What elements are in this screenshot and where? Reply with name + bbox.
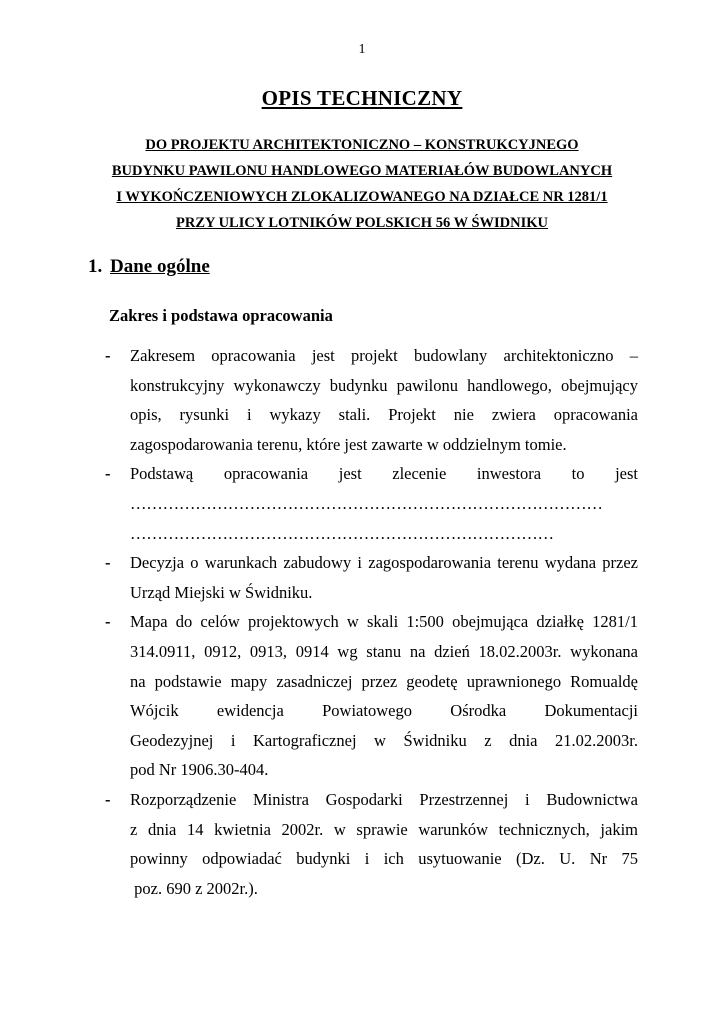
section-number: 1. [88,256,103,277]
text-line: 314.0911, 0912, 0913, 0914 wg stanu na dzień 18.02.2003r. wykonana [130,641,638,661]
section-heading [88,256,210,278]
document-subtitle [90,132,634,236]
subsection-heading: Zakres i podstawa opracowania [109,306,333,325]
text-line: Wójcik ewidencja Powiatowego Ośrodka Dokumentacji [130,701,638,721]
bullet-dash: - [105,346,111,365]
document-title: OPIS TECHNICZNY [261,86,463,110]
subtitle-line: DO PROJEKTU ARCHITEKTONICZNO – KONSTRUKCYJNEGO [145,137,579,153]
page-number: 1 [358,42,366,57]
text-line: Mapa do celów projektowych w skali 1:500 obejmująca działkę 1281/1 [130,612,638,632]
text-line: powinny odpowiadać budynki i ich usytuowanie (Dz. U. Nr 75 [130,849,638,869]
text-line: Geodezyjnej i Kartograficznej w Świdniku z dnia 21.02.2003r. [130,730,638,750]
list-item [0,785,724,903]
subtitle-line: PRZY ULICY LOTNIKÓW POLSKICH 56 W ŚWIDNIKU [176,215,548,231]
text-line: Urząd Miejski w Świdniku. [130,582,313,602]
list-item [0,459,724,548]
requirements-list [0,341,724,903]
subtitle-line: I WYKOŃCZENIOWYCH ZLOKALIZOWANEGO NA DZIAŁCE NR 1281/1 [116,189,608,205]
text-line: Zakresem opracowania jest projekt budowlany architektoniczno – [130,346,638,365]
list-item [0,607,724,785]
list-item [0,548,724,607]
dotted-placeholder: …………………………………………………………………… [130,523,554,543]
bullet-dash: - [105,553,111,573]
text-line: Decyzja o warunkach zabudowy i zagospodarowania terenu wydana przez [130,553,638,573]
text-line: Podstawą opracowania jest zlecenie inwestora to jest [130,464,638,484]
text-line: opis, rysunki i wykazy stali. Projekt nie zwiera opracowania [130,405,638,425]
text-line: Rozporządzenie Ministra Gospodarki Przestrzennej i Budownictwa [130,789,638,809]
bullet-dash: - [105,789,111,809]
text-line: zagospodarowania terenu, które jest zawarte w oddzielnym tomie. [130,434,567,454]
list-item [0,341,724,459]
text-line: pod Nr 1906.30-404. [130,760,269,780]
text-line: poz. 690 z 2002r.). [130,878,258,898]
text-line: konstrukcyjny wykonawczy budynku pawilonu handlowego, obejmujący [130,375,638,395]
bullet-dash: - [105,464,111,484]
text-line: na podstawie mapy zasadniczej przez geodetę uprawnionego Romualdę [130,671,638,691]
dotted-placeholder: …………………………………………………………………………… [130,493,603,513]
bullet-dash: - [105,612,111,632]
section-title: Dane ogólne [110,256,210,277]
text-line: z dnia 14 kwietnia 2002r. w sprawie warunków technicznych, jakim [130,819,638,839]
subtitle-line: BUDYNKU PAWILONU HANDLOWEGO MATERIAŁÓW BUDOWLANYCH [111,163,613,179]
